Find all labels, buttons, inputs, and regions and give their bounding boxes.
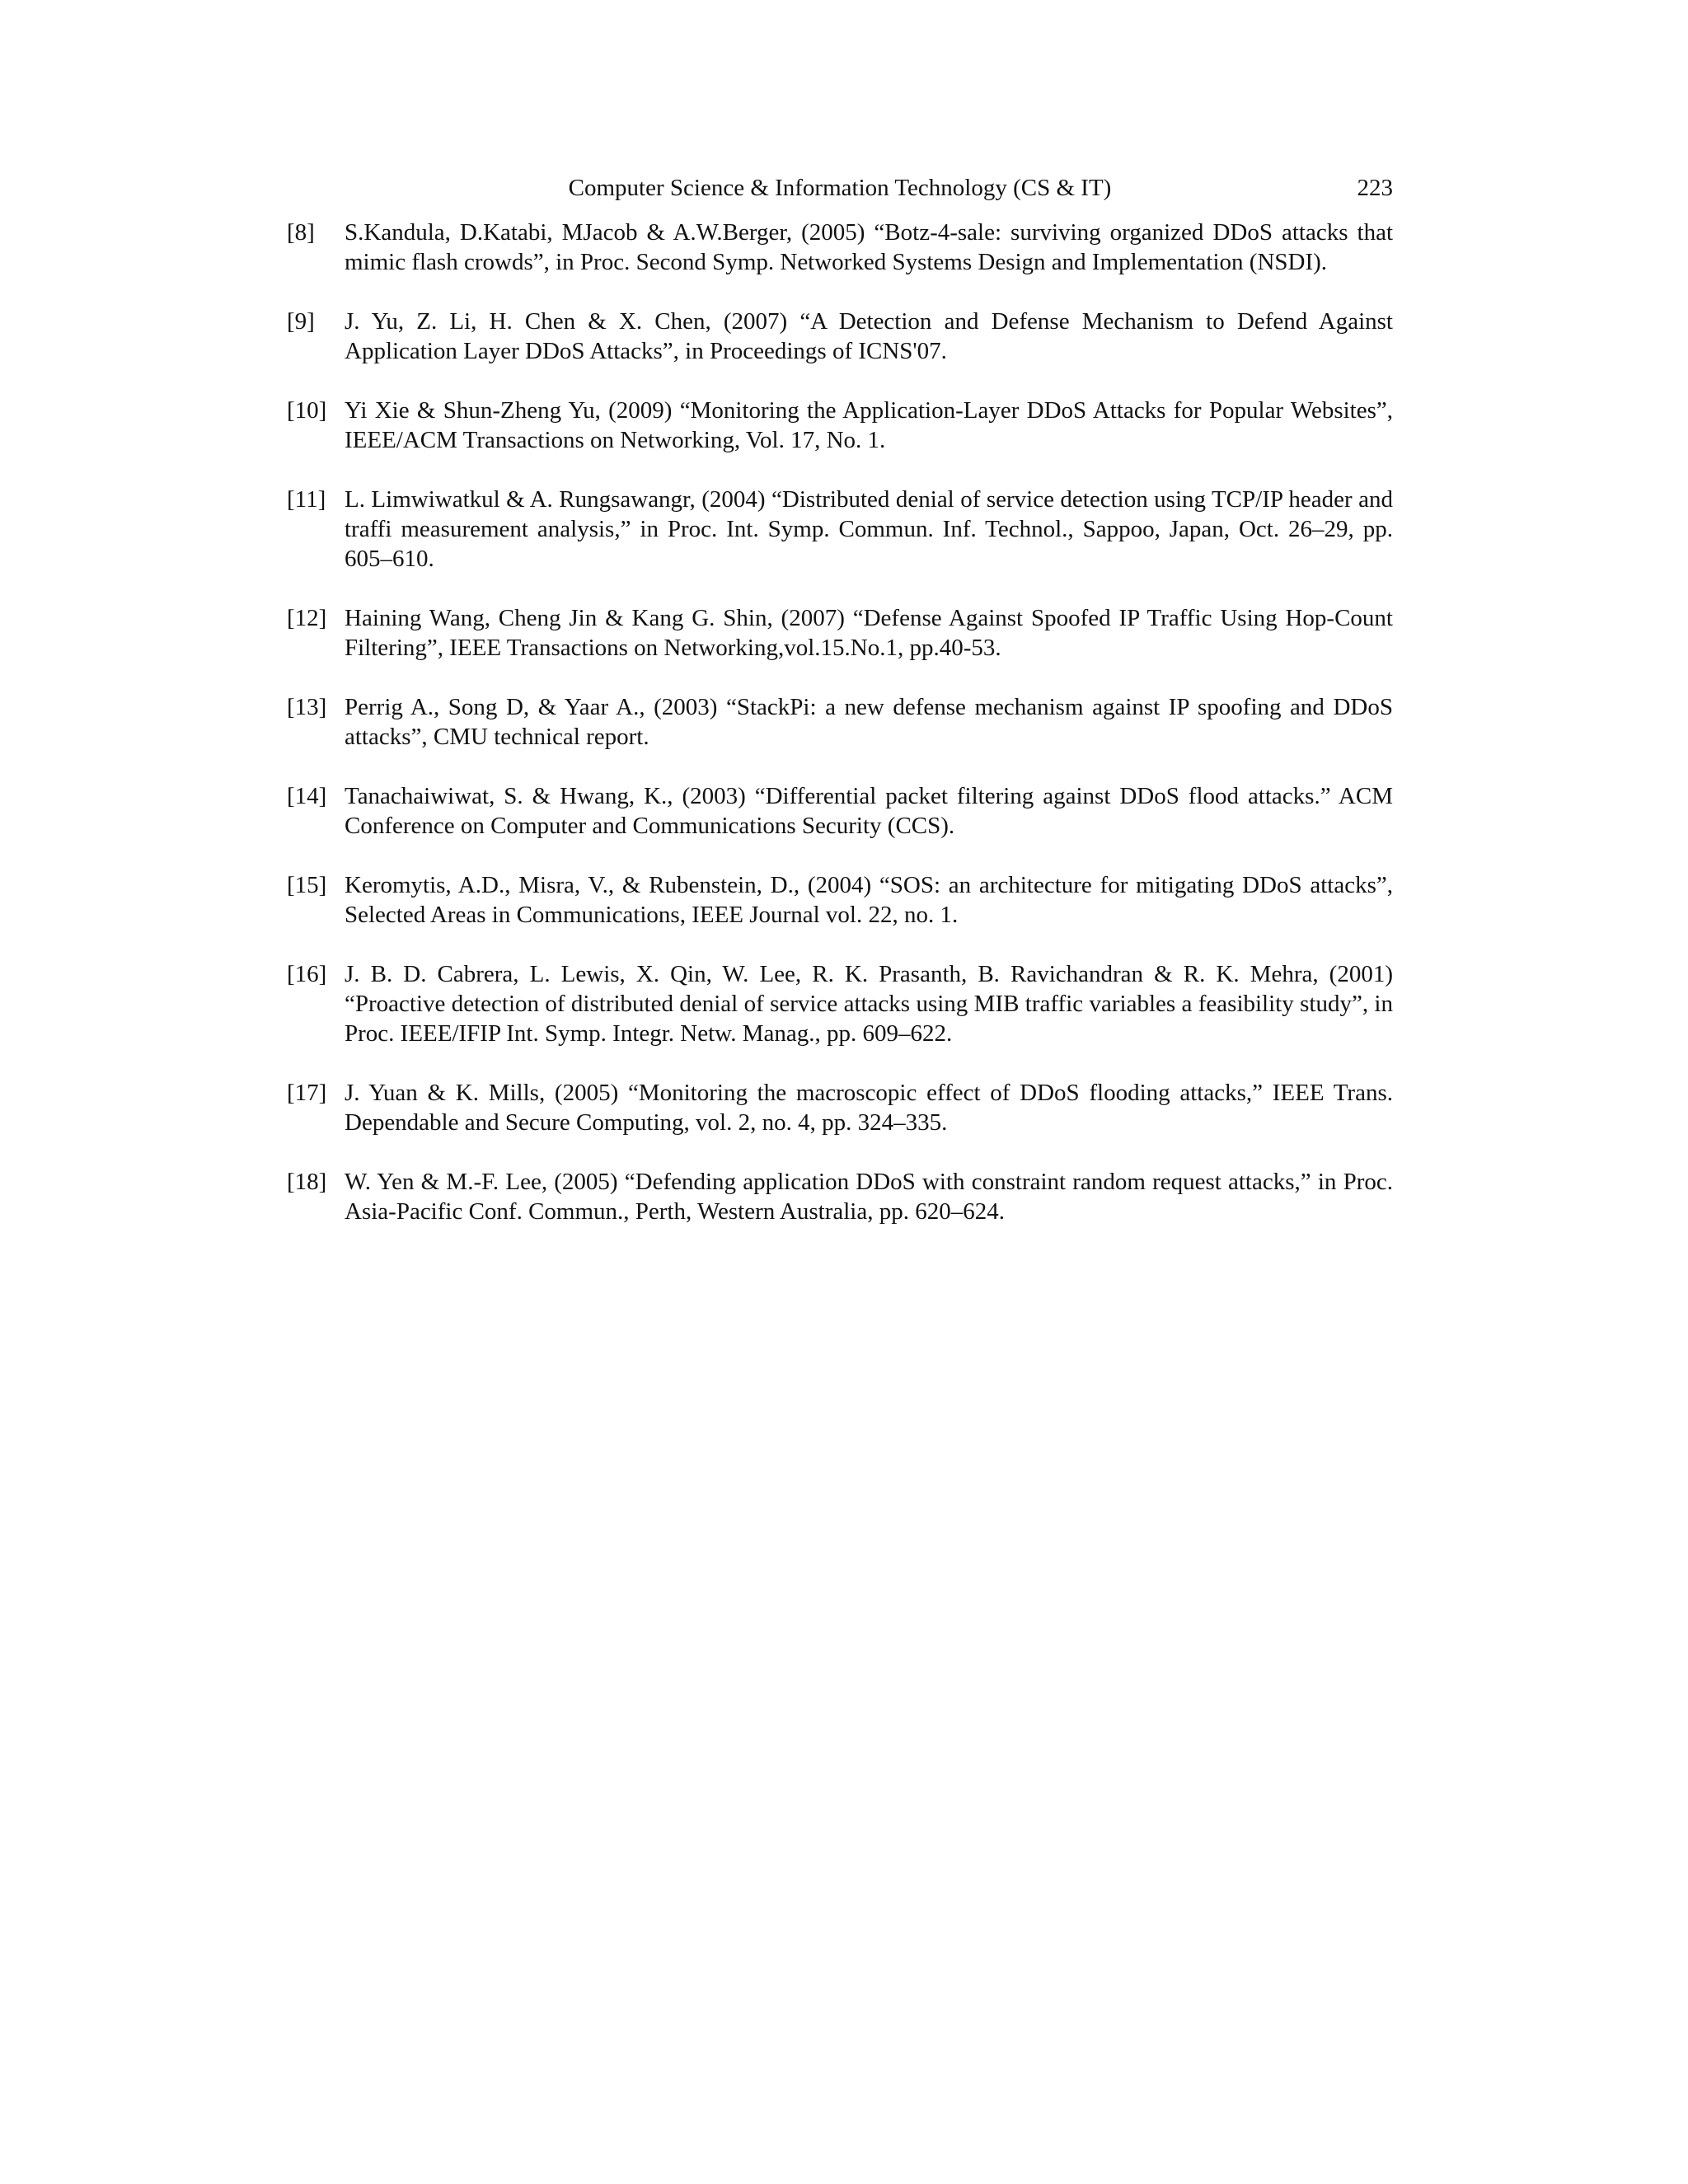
reference-text: W. Yen & M.-F. Lee, (2005) “Defending application DDoS with constraint random request attacks,” in Proc. Asia-Pacific Conf. Commun., Perth, Western Australia, pp. 620–624. [345, 1169, 1393, 1225]
reference-item [287, 692, 1393, 752]
reference-item [287, 1167, 1393, 1226]
reference-text: J. B. D. Cabrera, L. Lewis, X. Qin, W. Lee, R. K. Prasanth, B. Ravichandran & R. K. Mehra, (2001) “Proactive detection of distributed denial of service attacks using MIB traffic variables a feasibility study”, in Proc. IEEE/IFIP Int. Symp. Integr. Netw. Manag., pp. 609–622. [345, 961, 1393, 1047]
reference-item [287, 396, 1393, 455]
reference-number: [10] [287, 397, 327, 424]
page-number: 223 [1357, 175, 1393, 201]
reference-number: [9] [287, 308, 315, 335]
reference-item [287, 218, 1393, 277]
reference-number: [16] [287, 961, 327, 987]
reference-text: Tanachaiwiwat, S. & Hwang, K., (2003) “Differential packet filtering against DDoS flood attacks.” ACM Conference on Computer and Communications Security (CCS). [345, 783, 1393, 839]
reference-number: [17] [287, 1080, 327, 1106]
reference-item [287, 307, 1393, 366]
reference-text: J. Yu, Z. Li, H. Chen & X. Chen, (2007) “A Detection and Defense Mechanism to Defend Against Application Layer DDoS Attacks”, in Proceedings of ICNS'07. [345, 308, 1393, 364]
reference-number: [15] [287, 872, 327, 898]
journal-title: Computer Science & Information Technology (CS & IT) [568, 175, 1112, 201]
reference-text: S.Kandula, D.Katabi, MJacob & A.W.Berger, (2005) “Botz-4-sale: surviving organized DDoS attacks that mimic flash crowds”, in Proc. Second Symp. Networked Systems Design and Implementation (NSDI). [345, 219, 1393, 275]
reference-number: [14] [287, 783, 327, 809]
reference-item [287, 959, 1393, 1048]
reference-item [287, 870, 1393, 930]
reference-number: [11] [287, 486, 326, 513]
reference-number: [13] [287, 694, 327, 720]
reference-text: L. Limwiwatkul & A. Rungsawangr, (2004) “Distributed denial of service detection using TCP/IP header and traffi measurement analysis,” in Proc. Int. Symp. Commun. Inf. Technol., Sappoo, Japan, Oct. 26–29, pp. 605–610. [345, 486, 1393, 572]
reference-item [287, 603, 1393, 663]
reference-item [287, 1078, 1393, 1137]
reference-text: Yi Xie & Shun-Zheng Yu, (2009) “Monitoring the Application-Layer DDoS Attacks for Popular Websites”, IEEE/ACM Transactions on Networking, Vol. 17, No. 1. [345, 397, 1393, 453]
reference-list [287, 218, 1393, 1256]
reference-item [287, 485, 1393, 574]
reference-number: [12] [287, 605, 327, 631]
reference-text: J. Yuan & K. Mills, (2005) “Monitoring the macroscopic effect of DDoS flooding attacks,” IEEE Trans. Dependable and Secure Computing, vol. 2, no. 4, pp. 324–335. [345, 1080, 1393, 1136]
reference-item [287, 781, 1393, 841]
reference-text: Perrig A., Song D, & Yaar A., (2003) “StackPi: a new defense mechanism against IP spoofing and DDoS attacks”, CMU technical report. [345, 694, 1393, 750]
reference-number: [18] [287, 1169, 327, 1195]
reference-text: Haining Wang, Cheng Jin & Kang G. Shin, (2007) “Defense Against Spoofed IP Traffic Using Hop-Count Filtering”, IEEE Transactions on Networking,vol.15.No.1, pp.40-53. [345, 605, 1393, 661]
reference-text: Keromytis, A.D., Misra, V., & Rubenstein, D., (2004) “SOS: an architecture for mitigating DDoS attacks”, Selected Areas in Communications, IEEE Journal vol. 22, no. 1. [345, 872, 1393, 928]
running-header [287, 170, 1393, 206]
reference-number: [8] [287, 219, 315, 246]
